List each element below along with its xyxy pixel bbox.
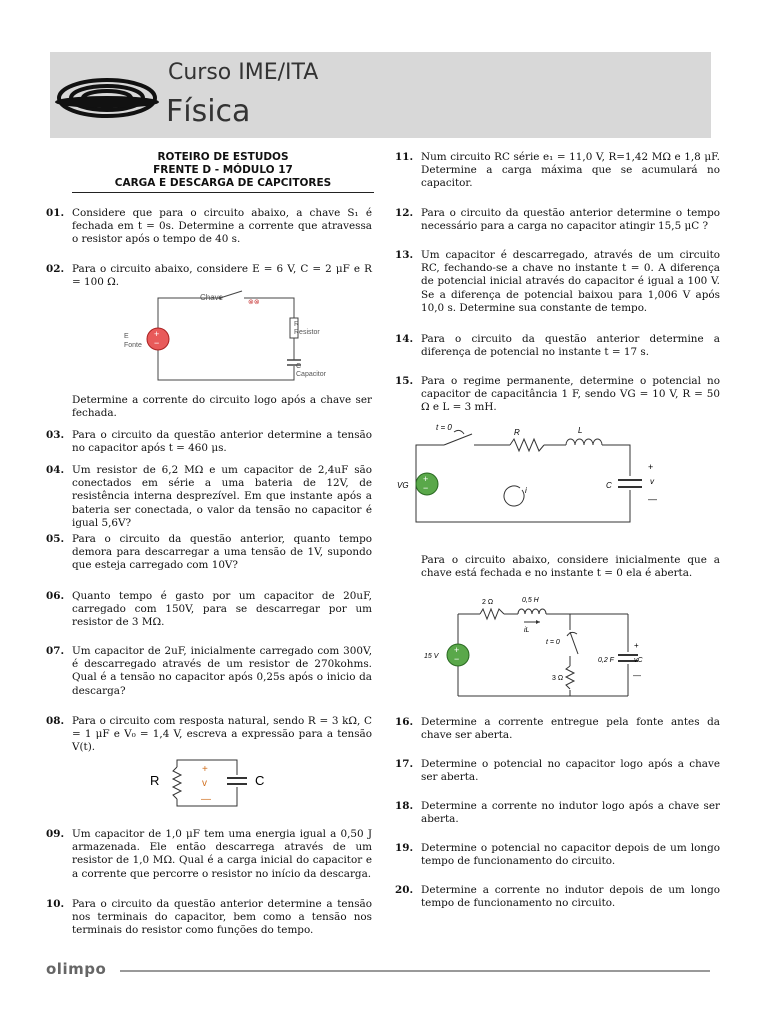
inductor-label: L <box>578 426 583 435</box>
circuit-figure-rlc-switched <box>420 592 650 707</box>
question-text: Num circuito RC série e₁ = 11,0 V, R=1,42 MΩ e 1,8 μF. Determine a carga máxima que se acumulará no capacitor. <box>421 151 720 190</box>
question-text: Um resistor de 6,2 MΩ e um capacitor de 2,4uF são conectados em série a uma bateria de 12V, de resistência interna desprezível. Em que instante após a bateria ser conectada, o valor da tensão no capacitor é igual 5,6V? <box>72 464 372 529</box>
question-text: Um capacitor de 2uF, inicialmente carregado com 300V, é descarregado através de um resistor de 270kohms. Qual é a tensão no capacitor após 0,25s após o inicio da descarga? <box>72 645 372 697</box>
switch-time-label: t = 0 <box>436 423 452 432</box>
switch-label: Chave <box>200 293 224 302</box>
question-number: 12. <box>395 207 414 219</box>
question-17 <box>395 758 720 784</box>
title-line-1: ROTEIRO DE ESTUDOS <box>157 151 289 163</box>
question-number: 13. <box>395 249 414 261</box>
question-13 <box>395 249 720 315</box>
question-number: 06. <box>46 590 65 602</box>
resistor-label-2: 3 Ω <box>552 675 564 682</box>
svg-text:⊗⊗: ⊗⊗ <box>248 299 260 306</box>
plus-sign: + <box>648 462 654 472</box>
course-title: Curso IME/ITA <box>168 60 319 85</box>
question-number: 17. <box>395 758 414 770</box>
resistor-label-2: Resistor <box>294 329 320 336</box>
question-04 <box>46 464 372 530</box>
question-number: 07. <box>46 645 65 657</box>
capacitor-label: C <box>606 481 612 490</box>
minus-sign: — <box>648 494 657 504</box>
question-number: 03. <box>46 429 65 441</box>
switch-time-label: t = 0 <box>546 639 560 646</box>
resistor-label: R <box>294 321 300 328</box>
question-text: Para o circuito da questão anterior determine a diferença de potencial no instante t = 17 s. <box>421 333 720 359</box>
question-14 <box>395 333 720 359</box>
question-03 <box>46 429 372 455</box>
question-number: 02. <box>46 263 65 275</box>
resistor-label: R <box>514 428 520 437</box>
question-text: Para o circuito abaixo, considere E = 6 V, C = 2 μF e R = 100 Ω. <box>72 263 372 289</box>
swirl-logo-icon <box>52 58 162 138</box>
resistor-label: R <box>150 773 160 788</box>
question-text: Quanto tempo é gasto por um capacitor de 20uF, carregado com 150V, para se descarregar por um resistor de 3 MΩ. <box>72 590 372 629</box>
question-text: Determine a corrente entregue pela fonte antes da chave ser aberta. <box>421 716 720 742</box>
svg-text:+: + <box>454 645 460 655</box>
question-number: 05. <box>46 533 65 545</box>
question-06 <box>46 590 372 630</box>
inductor-current-label: iL <box>524 627 530 634</box>
question-text: Determine o potencial no capacitor depois de um longo tempo de funcionamento do circuito. <box>421 842 720 868</box>
current-label: i <box>525 486 527 495</box>
question-text: Para o circuito com resposta natural, sendo R = 3 kΩ, C = 1 μF e V₀ = 1,4 V, escreva a expressão para a tensão V(t). <box>72 715 372 754</box>
question-number: 09. <box>46 828 65 840</box>
question-19 <box>395 842 720 868</box>
circuit-figure-rc-switch <box>118 290 338 390</box>
question-16 <box>395 716 720 742</box>
question-number: 18. <box>395 800 414 812</box>
question-text: Considere que para o circuito abaixo, a chave S₁ é fechada em t = 0s. Determine a corrente que atravessa o resistor após o tempo de 40 s. <box>72 207 372 246</box>
question-02-followup: Determine a corrente do circuito logo após a chave ser fechada. <box>72 394 372 420</box>
question-number: 15. <box>395 375 414 387</box>
question-12 <box>395 207 720 233</box>
inductor-label: 0,5 H <box>522 597 539 604</box>
capacitor-label: 0,2 F <box>598 657 614 664</box>
svg-text:+: + <box>423 474 429 484</box>
question-number: 01. <box>46 207 65 219</box>
question-number: 16. <box>395 716 414 728</box>
title-line-2: FRENTE D - MÓDULO 17 <box>153 164 293 176</box>
circuit-figure-rc-natural <box>145 753 275 813</box>
question-05 <box>46 533 372 573</box>
voltage-label: vC <box>634 657 643 664</box>
question-number: 14. <box>395 333 414 345</box>
question-09 <box>46 828 372 881</box>
page-title <box>72 151 374 190</box>
question-20 <box>395 884 720 910</box>
subject-title: Física <box>166 94 251 129</box>
circuit-figure-rlc-series <box>392 420 672 530</box>
footer-divider <box>120 970 710 972</box>
svg-text:+: + <box>154 329 160 339</box>
plus-sign: + <box>634 641 639 650</box>
question-text: Determine o potencial no capacitor logo após a chave ser aberta. <box>421 758 720 784</box>
source-label: 15 V <box>424 653 439 660</box>
question-number: 20. <box>395 884 414 896</box>
question-number: 19. <box>395 842 414 854</box>
footer-brand: olimpo <box>46 960 107 978</box>
source-label: VG <box>397 481 409 490</box>
question-08 <box>46 715 372 755</box>
question-10 <box>46 898 372 938</box>
question-text: Para o regime permanente, determine o potencial no capacitor de capacitância 1 F, sendo VG = 10 V, R = 50 Ω e L = 3 mH. <box>421 375 720 414</box>
title-line-3: CARGA E DESCARGA DE CAPCITORES <box>114 177 332 189</box>
question-11 <box>395 151 720 191</box>
source-label-2: Fonte <box>124 342 142 349</box>
title-divider <box>72 192 374 193</box>
capacitor-label-2: Capacitor <box>296 371 326 378</box>
svg-text:−: − <box>454 654 460 664</box>
question-text: Um capacitor de 1,0 μF tem uma energia igual a 0,50 J armazenada. Ele então descarrega através de um resistor de 1,0 MΩ. Qual é a carga inicial do capacitor e a corrente que percorre o resistor no início da descarga. <box>72 828 372 880</box>
question-15 <box>395 375 720 415</box>
voltage-label: v <box>650 477 654 486</box>
minus-sign: — <box>633 671 641 680</box>
question-text: Determine a corrente no indutor depois de um longo tempo de funcionamento no circuito. <box>421 884 720 910</box>
plus-sign: + <box>202 764 208 775</box>
question-01 <box>46 207 372 247</box>
resistor-label: 2 Ω <box>482 599 494 606</box>
question-text: Para o circuito da questão anterior determine o tempo necessário para a carga no capacitor atingir 15,5 μC ? <box>421 207 720 233</box>
question-16-intro: Para o circuito abaixo, considere inicialmente que a chave está fechada e no instante t = 0 ela é aberta. <box>421 554 720 580</box>
capacitor-label: C <box>296 363 302 370</box>
minus-sign: — <box>201 794 211 805</box>
question-number: 08. <box>46 715 65 727</box>
question-text: Um capacitor é descarregado, através de um circuito RC, fechando-se a chave no instante t = 0. A diferença de potencial inicial através do capacitor é igual a 100 V. Se a diferença de potencial baixou para 1,006 V após 10,0 s. Determine sua constante de tempo. <box>421 249 720 314</box>
question-02 <box>46 263 372 289</box>
question-18 <box>395 800 720 826</box>
question-07 <box>46 645 372 698</box>
voltage-label: v <box>202 778 207 789</box>
question-text: Para o circuito da questão anterior determine a tensão nos terminais do capacitor, bem como a tensão nos terminais do resistor como funções do tempo. <box>72 898 372 937</box>
source-label: E <box>124 333 129 340</box>
question-text: Determine a corrente no indutor logo após a chave ser aberta. <box>421 800 720 826</box>
capacitor-label: C <box>255 773 265 788</box>
question-number: 04. <box>46 464 65 476</box>
question-number: 11. <box>395 151 414 163</box>
question-text: Para o circuito da questão anterior determine a tensão no capacitor após t = 460 μs. <box>72 429 372 455</box>
svg-text:−: − <box>154 338 160 348</box>
question-text: Para o circuito da questão anterior, quanto tempo demora para descarregar a uma tensão de 1V, supondo que esteja carregado com 10V? <box>72 533 372 572</box>
svg-text:−: − <box>423 483 429 493</box>
question-number: 10. <box>46 898 65 910</box>
